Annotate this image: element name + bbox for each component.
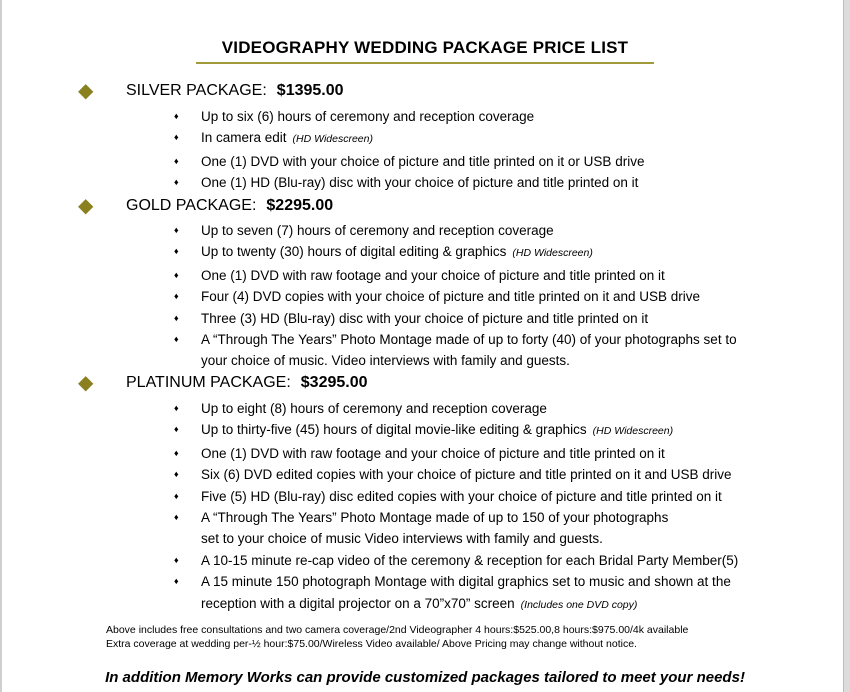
footnote-line-2: Extra coverage at wedding per-½ hour:$75.00/Wireless Video available/ Above Pricing may change without notice. xyxy=(106,638,637,650)
list-item: ♦ Three (3) HD (Blu-ray) disc with your choice of picture and title printed on it xyxy=(170,308,737,329)
bullet-icon: ♦ xyxy=(174,334,179,345)
list-item-continuation: set to your choice of music Video interviews with family and guests. xyxy=(201,531,603,547)
page-edge-left xyxy=(0,0,2,692)
package-name: GOLD PACKAGE: xyxy=(126,197,257,214)
bullet-icon: ♦ xyxy=(174,246,179,257)
list-item-continuation: your choice of music. Video interviews with family and guests. xyxy=(201,353,570,369)
footnote-line-1: Above includes free consultations and two camera coverage/2nd Videographer 4 hours:$525.00,8 hours:$975.00/4k available xyxy=(106,624,689,636)
list-item: ♦ Six (6) DVD edited copies with your choice of picture and title printed on it and USB drive xyxy=(170,464,738,485)
closing-statement: In addition Memory Works can provide customized packages tailored to meet your needs! xyxy=(105,669,745,686)
footnote xyxy=(106,623,688,651)
bullet-icon: ♦ xyxy=(174,225,179,235)
bullet-icon: ♦ xyxy=(174,269,179,280)
list-item: ♦ Up to eight (8) hours of ceremony and reception coverage xyxy=(170,398,738,419)
package-items-platinum xyxy=(170,398,738,616)
item-note: (HD Widescreen) xyxy=(512,247,593,260)
package-items-silver xyxy=(170,106,644,194)
package-name: PLATINUM PACKAGE: xyxy=(126,374,291,391)
bullet-icon: ♦ xyxy=(174,554,179,565)
list-item: ♦ One (1) HD (Blu-ray) disc with your choice of picture and title printed on it xyxy=(170,172,644,193)
bullet-icon: ♦ xyxy=(174,576,179,587)
bullet-icon: ♦ xyxy=(174,177,179,188)
list-item: ♦ One (1) DVD with raw footage and your choice of picture and title printed on it xyxy=(170,443,738,464)
bullet-icon: ♦ xyxy=(174,469,179,480)
diamond-bullet-icon: ◆ xyxy=(78,195,94,217)
list-item: ♦ In camera edit (HD Widescreen) xyxy=(170,127,644,150)
bullet-icon: ♦ xyxy=(174,111,179,121)
bullet-icon: ♦ xyxy=(174,403,179,413)
package-price: $2295.00 xyxy=(266,197,334,214)
bullet-icon: ♦ xyxy=(174,512,179,523)
list-item: ♦ A 10-15 minute re-cap video of the ceremony & reception for each Bridal Party Member(5) xyxy=(170,550,738,571)
diamond-bullet-icon: ◆ xyxy=(78,80,94,102)
bullet-icon: ♦ xyxy=(174,132,179,143)
list-item: ♦ Up to seven (7) hours of ceremony and reception coverage xyxy=(170,220,737,241)
diamond-bullet-icon: ◆ xyxy=(78,372,94,394)
list-item: ♦ Five (5) HD (Blu-ray) disc edited copies with your choice of picture and title printed on it xyxy=(170,486,738,507)
item-note: (HD Widescreen) xyxy=(292,133,373,146)
item-note: (Includes one DVD copy) xyxy=(520,598,638,611)
package-price: $3295.00 xyxy=(300,374,368,391)
package-name: SILVER PACKAGE: xyxy=(126,82,267,99)
list-item: ♦ A 15 minute 150 photograph Montage with digital graphics set to music and shown at the xyxy=(170,571,738,592)
title-underline xyxy=(196,62,654,64)
bullet-icon: ♦ xyxy=(174,447,179,458)
list-item: ♦ Up to twenty (30) hours of digital editing & graphics (HD Widescreen) xyxy=(170,241,737,264)
page-edge-right xyxy=(843,0,850,692)
list-item: ♦ One (1) DVD with your choice of picture and title printed on it or USB drive xyxy=(170,151,644,172)
item-note: (HD Widescreen) xyxy=(592,425,674,438)
list-item: ♦ Up to six (6) hours of ceremony and reception coverage xyxy=(170,106,644,127)
bullet-icon: ♦ xyxy=(174,291,179,302)
list-item: ♦ A “Through The Years” Photo Montage made of up to forty (40) of your photographs set to xyxy=(170,329,737,350)
list-item: ♦ A “Through The Years” Photo Montage made of up to 150 of your photographs xyxy=(170,507,738,528)
list-item: ♦ Four (4) DVD copies with your choice of picture and title printed on it and USB drive xyxy=(170,286,737,307)
list-item-continuation: reception with a digital projector on a 70”x70” screen (Includes one DVD copy) xyxy=(201,595,638,611)
bullet-icon: ♦ xyxy=(174,155,179,166)
bullet-icon: ♦ xyxy=(174,490,179,501)
page-title: VIDEOGRAPHY WEDDING PACKAGE PRICE LIST xyxy=(221,38,629,57)
list-item: ♦ One (1) DVD with raw footage and your choice of picture and title printed on it xyxy=(170,265,737,286)
package-items-gold xyxy=(170,220,737,372)
bullet-icon: ♦ xyxy=(174,424,179,435)
package-price: $1395.00 xyxy=(276,82,344,99)
list-item: ♦ Up to thirty-five (45) hours of digital movie-like editing & graphics (HD Widescreen) xyxy=(170,419,738,442)
bullet-icon: ♦ xyxy=(174,312,179,323)
